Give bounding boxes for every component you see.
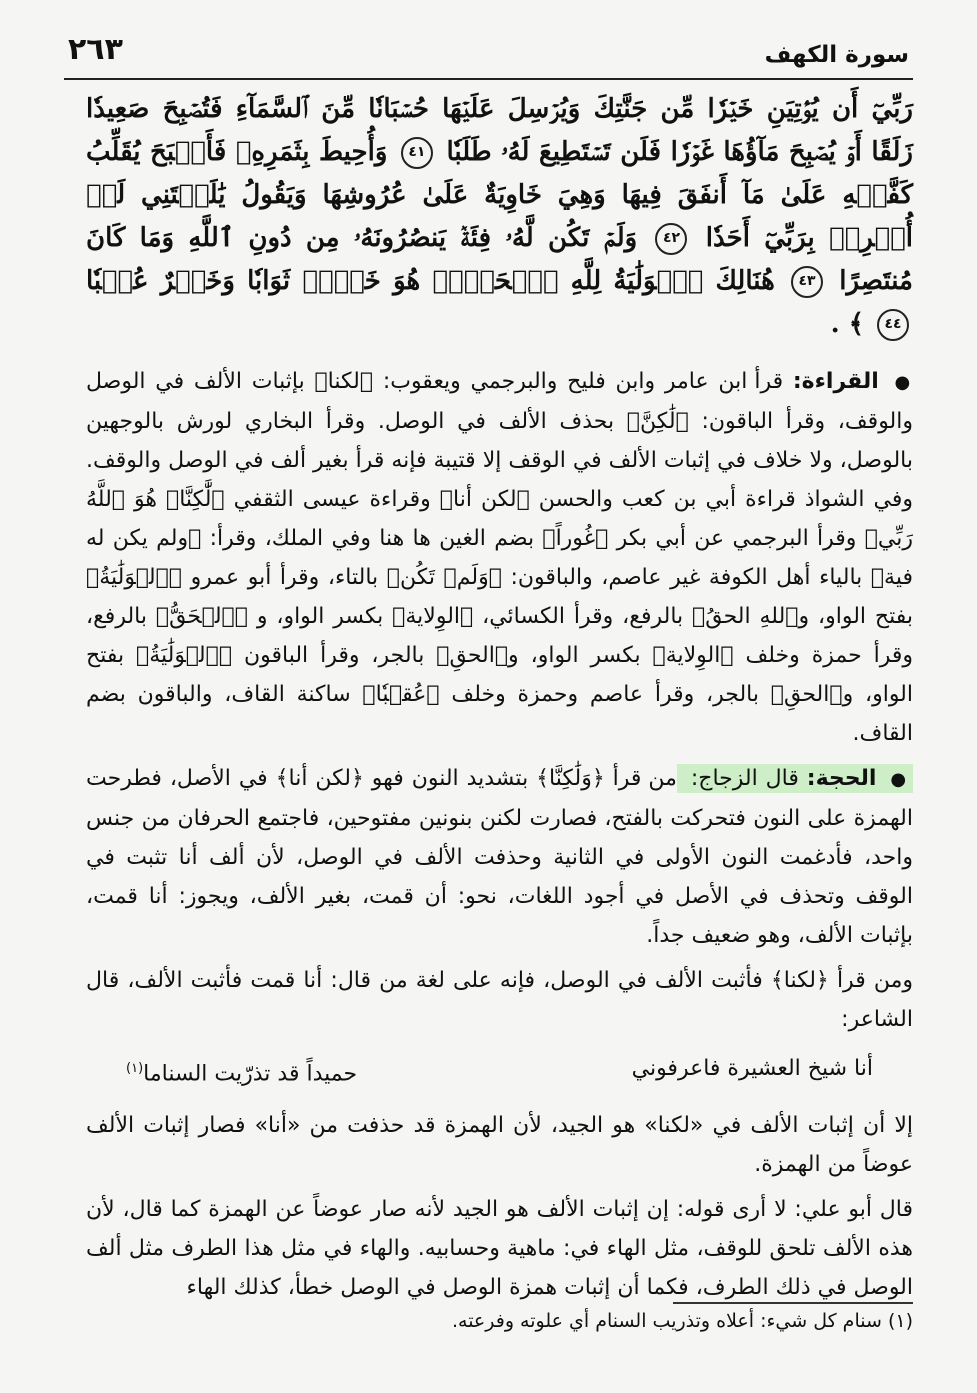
reading-text: قرأ ابن عامر وابن فليح والبرجمي ويعقوب: ﴿لكنا﴾ بإثبات الألف في الوصل والوقف، وقرأ الباقون: ﴿لَٰكِنَّ﴾ بحذف الألف في الوصل. وقرأ البخاري لورش بالوجهين بالوصل، ولا خلاف في إثبات الألف في الوقف إلا قتيبة فإنه قرأ بغير ألف في الوصل والوقف. وفي الشواذ قراءة أبي بن كعب والحسن ﴿لكن أنا﴾ وقراءة عيسى الثقفي ﴿لَّٰكِنَّا۠ هُوَ ٱللَّهُ رَبِّي﴾ وقرأ البرجمي عن أبي بكر ﴿غُوراً﴾ بضم الغين ها هنا وفي الملك، وقرأ: ﴿ولم يكن له فية﴾ بالياء أهل الكوفة غير عاصم، والباقون: ﴿وَلَمۡ تَكُن﴾ بالتاء، وقرأ أبو عمرو ﴿ٱلۡوَلَٰيَةُ﴾ بفتح الواو، و﴿للهِ الحقُ﴾ بالرفع، وقرأ الكسائي، ﴿الوِلاية﴾ بكسر الواو، و ﴿ٱلۡحَقُّ﴾ بالرفع، وقرأ حمزة وخلف ﴿الوِلاية﴾ بكسر الواو، و﴿الحقِ﴾ بالجر، وقرأ الباقون ﴿ٱلۡوَلَٰيَةُ﴾ بفتح الواو، و﴿الحقِ﴾ بالجر، وقرأ عاصم وحمزة وخلف ﴿عُقۡبٗا﴾ ساكنة القاف، والباقون بضم القاف. xyxy=(86,369,913,746)
footnote-text: سنام كل شيء: أعلاه وتذريب السنام أي علوته وفرعته. xyxy=(451,1310,882,1332)
quran-segment-3: وَلَمۡ تَكُن لَّهُۥ فِئَةٞ يَنصُرُونَهُۥ مِن دُونِ ٱللَّهِ وَمَا كَانَ مُنتَصِرًا xyxy=(86,223,913,296)
paragraph-2: ومن قرأ ﴿لكنا﴾ فأثبت الألف في الوصل، فإنه على لغة من قال: أنا قمت فأثبت الألف، قال الشاعر: xyxy=(86,968,913,1032)
quran-segment-4: هُنَالِكَ ٱلۡوَلَٰيَةُ لِلَّهِ ٱلۡحَقِّۚ هُوَ خَيۡرٞ ثَوَابٗا وَخَيۡرٌ عُقۡبٗا xyxy=(86,266,775,296)
page-header xyxy=(64,28,913,80)
paragraph-3: إلا أن إثبات الألف في «لكنا» هو الجيد، لأن الهمزة قد حذفت من «أنا» فصار إثبات الألف عوضاً من الهمزة. xyxy=(86,1113,913,1178)
reading-label: القراءة: xyxy=(792,369,879,394)
paragraph-4: قال أبو علي: لا أرى قوله: إن إثبات الألف هو الجيد لأنه صار عوضاً عن الهمزة كما قال، لأن هذه الألف تلحق للوقف، مثل الهاء في: ماهية وحسابيه. والهاء في مثل هذا الطرف مثل ألف الوصل في ذلك الطرف، فكما أن إثبات همزة الوصل في الوصل خطأ، كذلك الهاء xyxy=(86,1197,913,1301)
verse-hemistich-2: حميداً قد تذرّيت السناما xyxy=(143,1061,358,1087)
page-content xyxy=(86,88,913,1313)
quran-segment-2: وَأُحِيطَ بِثَمَرِهِۦ فَأَصۡبَحَ يُقَلِّبُ كَفَّيۡهِ عَلَىٰ مَآ أَنفَقَ فِيهَا وَهِيَ خَاوِيَةٌ عَلَىٰ عُرُوشِهَا وَيَقُولُ يَٰلَيۡتَنِي لَمۡ أُشۡرِكۡ بِرَبِّيٓ أَحَدٗا xyxy=(86,137,913,253)
verse-hemistich-1: أنا شيخ العشيرة فاعرفوني xyxy=(631,1056,873,1081)
sura-title: سورة الكهف xyxy=(764,42,909,68)
quran-segment-1: رَبِّيٓ أَن يُؤۡتِيَنِ خَيۡرٗا مِّن جَنَّتِكَ وَيُرۡسِلَ عَلَيۡهَا حُسۡبَانٗا مِّنَ ٱلسَّمَآءِ فَتُصۡبِحَ صَعِيدٗا زَلَقًا أَوۡ يُصۡبِحَ مَآؤُهَا غَوۡرٗا فَلَن تَسۡتَطِيعَ لَهُۥ طَلَبٗا xyxy=(86,94,913,167)
argument-text: من قرأ ﴿وَلَٰكِنَّا﴾ بتشديد النون فهو ﴿لكن أنا﴾ في الأصل، فطرحت الهمزة على النون فتحركت بالفتح، فصارت لكنن بنونين مفتوحين، فاجتمع الحرفان من جنس واحد، فأدغمت النون الأولى في الثانية وحذفت الألف في الوصل، لأن ألف أنا تثبت في الوقف وتحذف في الأصل في أجود اللغات، نحو: أن قمت، بغير الألف، ويجوز: أنا قمت، بإثبات الألف، وهو ضعيف جداً. xyxy=(86,766,913,948)
verse-hemistich-2-wrap xyxy=(126,1047,357,1096)
argument-label: الحجة: xyxy=(806,766,877,791)
argument-section xyxy=(86,759,913,955)
footnote-divider xyxy=(673,1302,913,1304)
reading-section xyxy=(86,362,913,753)
footnote xyxy=(200,1310,913,1332)
page-number: ٢٦٣ xyxy=(68,32,123,67)
argument-heading-highlight xyxy=(677,764,913,793)
poetry-verse xyxy=(126,1047,873,1096)
ayah-marker-42: ٤٢ xyxy=(655,223,687,255)
bullet-icon: ● xyxy=(890,769,907,790)
footnote-marker: (١) xyxy=(887,1310,913,1332)
bullet-icon: ● xyxy=(894,372,913,393)
quran-close: ﴾ . xyxy=(830,309,864,339)
ayah-marker-43: ٤٣ xyxy=(791,266,823,298)
argument-lead: قال الزجاج: xyxy=(690,766,799,791)
ayah-marker-41: ٤١ xyxy=(401,137,433,169)
quran-text xyxy=(86,88,913,346)
ayah-marker-44: ٤٤ xyxy=(877,309,909,341)
footnote-ref: (١) xyxy=(126,1061,144,1076)
